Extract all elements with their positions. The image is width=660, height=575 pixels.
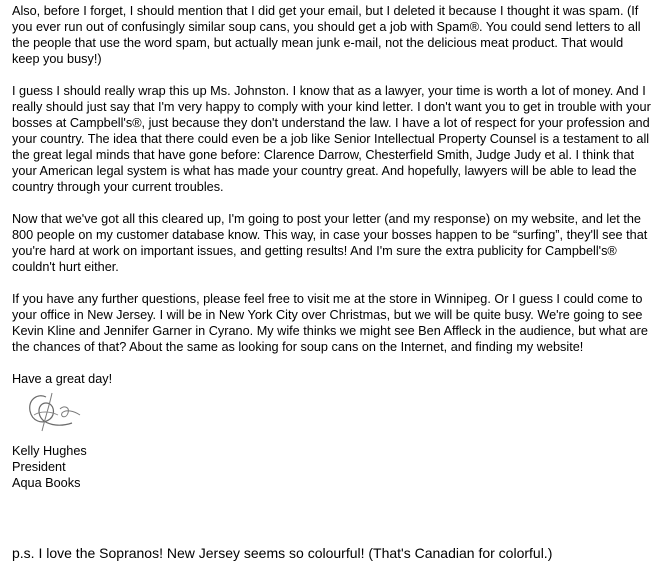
signer-name: Kelly Hughes xyxy=(12,444,87,458)
postscript: p.s. I love the Sopranos! New Jersey seems so colourful! (That's Canadian for colorful.) xyxy=(12,545,553,561)
paragraph-spam: Also, before I forget, I should mention that I did get your email, but I deleted it because I thought it was spam. (If you ever run out of confusingly similar soup cans, you should get a job with Spam®. You could send letters to all the people that use the word spam, but actually mean junk e-mail, not the delicious meat product. That would keep you busy!) xyxy=(12,4,641,66)
signer-company: Aqua Books xyxy=(12,476,81,490)
handwritten-signature xyxy=(16,389,96,437)
paragraph-wrap-up: I guess I should really wrap this up Ms. Johnston. I know that as a lawyer, your time is worth a lot of money. And I really should just say that I'm very happy to comply with your kind letter. I don't want you to get in trouble with your bosses at Campbell's®, just because they don't understand the law. I have a lot of respect for your profession and your country. The idea that there could even be a job like Senior Intellectual Property Counsel is a testament to all the great legal minds that have gone before: Clarence Darrow, Chesterfield Smith, Judge Judy et al. I think that your American legal system is what has made your country great. And hopefully, lawyers will be able to lead the country through your current troubles. xyxy=(12,84,651,194)
signature-block xyxy=(12,443,654,491)
paragraph-questions: If you have any further questions, please feel free to visit me at the store in Winnipeg. Or I guess I could come to your office in New Jersey. I will be in New York City over Christmas, but we will be quite busy. We're going to see Kevin Kline and Jennifer Garner in Cyrano. My wife thinks we might see Ben Affleck in the audience, but what are the chances of that? About the same as looking for soup cans on the Internet, and finding my website! xyxy=(12,292,648,354)
signer-title: President xyxy=(12,460,66,474)
paragraph-website: Now that we've got all this cleared up, I'm going to post your letter (and my response) on my website, and let the 800 people on my customer database know. This way, in case your bosses happen to be “surfing”, they'll see that you're hard at work on important issues, and getting results! And I'm sure the extra publicity for Campbell's® couldn't hurt either. xyxy=(12,212,648,274)
closing-line: Have a great day! xyxy=(12,372,113,386)
letter-body xyxy=(12,3,654,509)
